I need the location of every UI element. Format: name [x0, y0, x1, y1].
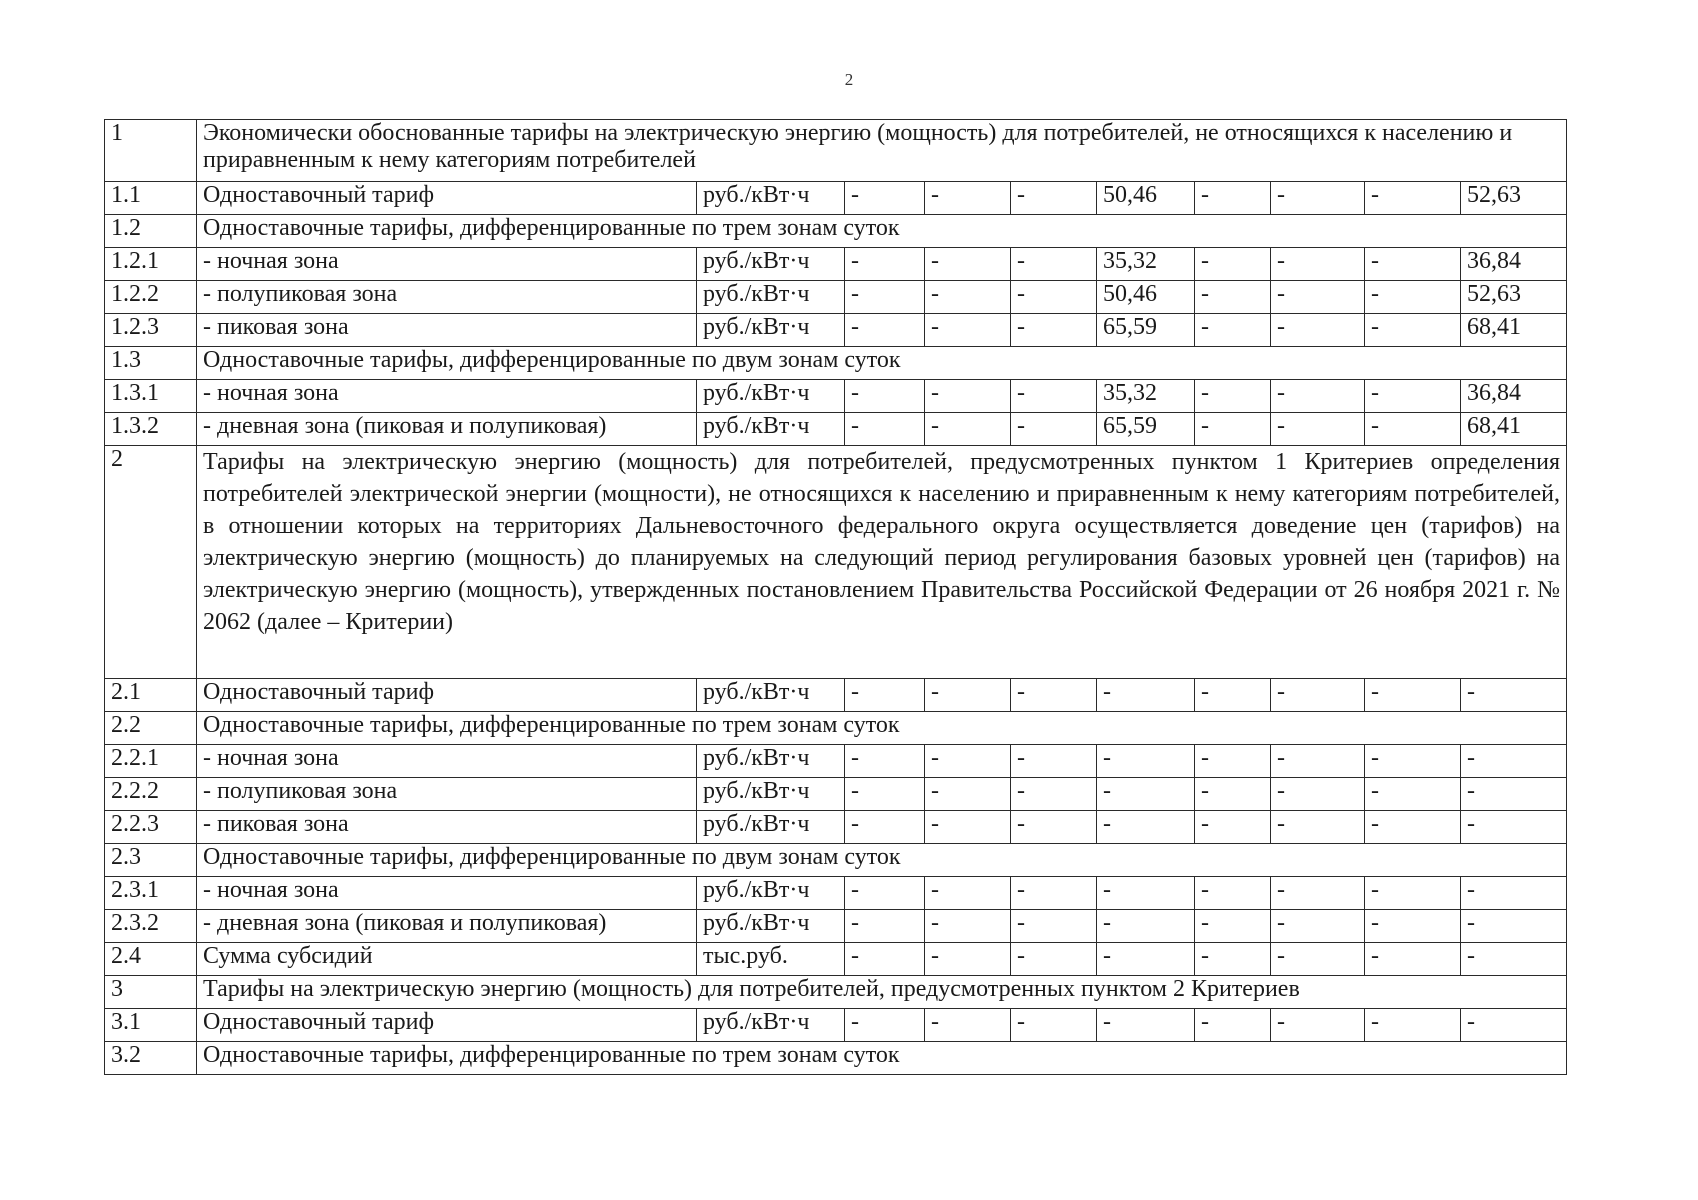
value-cell: - [1097, 811, 1195, 844]
value-cell: - [1365, 811, 1461, 844]
unit-cell: руб./кВт·ч [697, 281, 845, 314]
value-cell: - [845, 811, 925, 844]
section-heading: Одноставочные тарифы, дифференцированные по трем зонам суток [197, 215, 1567, 248]
value-cell: - [1011, 679, 1097, 712]
value-cell: - [845, 1009, 925, 1042]
value-cell: - [1011, 248, 1097, 281]
value-cell: - [845, 182, 925, 215]
value-cell: - [1195, 248, 1271, 281]
row-number: 1.3.2 [105, 413, 197, 446]
value-cell: - [1461, 745, 1567, 778]
value-cell: - [1271, 413, 1365, 446]
value-cell: 50,46 [1097, 182, 1195, 215]
value-cell: - [1097, 745, 1195, 778]
value-cell: - [925, 1009, 1011, 1042]
value-cell: - [845, 910, 925, 943]
value-cell: - [1011, 778, 1097, 811]
row-number: 2.2.1 [105, 745, 197, 778]
value-cell: - [925, 314, 1011, 347]
table-row [105, 811, 1567, 844]
value-cell: 68,41 [1461, 413, 1567, 446]
value-cell: - [1365, 281, 1461, 314]
table-row [105, 413, 1567, 446]
section-row [105, 844, 1567, 877]
value-cell: - [1365, 413, 1461, 446]
unit-cell: руб./кВт·ч [697, 877, 845, 910]
table-row [105, 248, 1567, 281]
value-cell: - [1097, 910, 1195, 943]
value-cell: - [1365, 1009, 1461, 1042]
unit-cell: руб./кВт·ч [697, 413, 845, 446]
tariff-name: Одноставочный тариф [197, 679, 697, 712]
section-heading: Одноставочные тарифы, дифференцированные по трем зонам суток [197, 712, 1567, 745]
row-number: 2.2.2 [105, 778, 197, 811]
table-row [105, 745, 1567, 778]
row-number: 2.2.3 [105, 811, 197, 844]
value-cell: - [1271, 182, 1365, 215]
section-row [105, 712, 1567, 745]
value-cell: - [1461, 943, 1567, 976]
value-cell: - [845, 943, 925, 976]
value-cell: - [1461, 778, 1567, 811]
value-cell: - [1365, 910, 1461, 943]
value-cell: - [845, 778, 925, 811]
value-cell: - [1365, 248, 1461, 281]
section-row [105, 120, 1567, 182]
row-number: 2 [105, 446, 197, 679]
value-cell: - [925, 910, 1011, 943]
page-number: 2 [844, 70, 854, 89]
tariff-name: - ночная зона [197, 248, 697, 281]
table-row [105, 943, 1567, 976]
unit-cell: руб./кВт·ч [697, 679, 845, 712]
value-cell: - [1097, 679, 1195, 712]
table-row [105, 910, 1567, 943]
row-number: 1.2.2 [105, 281, 197, 314]
value-cell: - [1365, 679, 1461, 712]
section-row [105, 215, 1567, 248]
value-cell: - [1011, 314, 1097, 347]
tariff-name: - полупиковая зона [197, 778, 697, 811]
value-cell: 52,63 [1461, 182, 1567, 215]
value-cell: - [925, 778, 1011, 811]
value-cell: - [1271, 248, 1365, 281]
value-cell: - [1365, 745, 1461, 778]
value-cell: - [1271, 314, 1365, 347]
unit-cell: руб./кВт·ч [697, 1009, 845, 1042]
value-cell: 52,63 [1461, 281, 1567, 314]
row-number: 3.2 [105, 1042, 197, 1075]
table-row [105, 1009, 1567, 1042]
section-row [105, 1042, 1567, 1075]
value-cell: - [845, 248, 925, 281]
section-heading: Экономически обоснованные тарифы на электрическую энергию (мощность) для потребителей, не относящихся к населению и приравненным к нему категориям потребителей [197, 120, 1567, 182]
value-cell: - [1011, 910, 1097, 943]
row-number: 2.3 [105, 844, 197, 877]
value-cell: - [1011, 413, 1097, 446]
value-cell: 50,46 [1097, 281, 1195, 314]
value-cell: - [1011, 943, 1097, 976]
row-number: 1.2 [105, 215, 197, 248]
value-cell: - [1271, 778, 1365, 811]
row-number: 2.3.2 [105, 910, 197, 943]
value-cell: - [845, 745, 925, 778]
value-cell: - [1365, 314, 1461, 347]
section-heading: Одноставочные тарифы, дифференцированные по трем зонам суток [197, 1042, 1567, 1075]
value-cell: - [1195, 679, 1271, 712]
value-cell: - [1271, 877, 1365, 910]
value-cell: - [845, 380, 925, 413]
unit-cell: руб./кВт·ч [697, 248, 845, 281]
value-cell: - [1011, 1009, 1097, 1042]
value-cell: - [1195, 413, 1271, 446]
value-cell: - [1011, 745, 1097, 778]
row-number: 2.3.1 [105, 877, 197, 910]
tariff-name: Одноставочный тариф [197, 1009, 697, 1042]
unit-cell: руб./кВт·ч [697, 745, 845, 778]
tariff-name: - ночная зона [197, 877, 697, 910]
tariff-name: - ночная зона [197, 745, 697, 778]
value-cell: - [1461, 1009, 1567, 1042]
value-cell: - [925, 281, 1011, 314]
tariff-name: - пиковая зона [197, 314, 697, 347]
value-cell: - [1195, 1009, 1271, 1042]
value-cell: - [845, 679, 925, 712]
value-cell: - [1271, 380, 1365, 413]
value-cell: - [1097, 778, 1195, 811]
value-cell: - [1271, 281, 1365, 314]
section-row [105, 976, 1567, 1009]
value-cell: - [1011, 811, 1097, 844]
value-cell: - [925, 413, 1011, 446]
value-cell: - [1461, 910, 1567, 943]
table-row [105, 281, 1567, 314]
section-heading: Одноставочные тарифы, дифференцированные по двум зонам суток [197, 844, 1567, 877]
unit-cell: руб./кВт·ч [697, 778, 845, 811]
section-heading: Одноставочные тарифы, дифференцированные по двум зонам суток [197, 347, 1567, 380]
tariff-name: - полупиковая зона [197, 281, 697, 314]
value-cell: - [1365, 182, 1461, 215]
row-number: 3 [105, 976, 197, 1009]
value-cell: - [1461, 679, 1567, 712]
row-number: 1.2.1 [105, 248, 197, 281]
tariff-table-body [105, 120, 1567, 1075]
value-cell: - [1365, 877, 1461, 910]
section-heading: Тарифы на электрическую энергию (мощность) для потребителей, предусмотренных пунктом 2 Критериев [197, 976, 1567, 1009]
tariff-name: Сумма субсидий [197, 943, 697, 976]
unit-cell: руб./кВт·ч [697, 910, 845, 943]
tariff-name: - дневная зона (пиковая и полупиковая) [197, 413, 697, 446]
value-cell: - [1271, 811, 1365, 844]
section-row [105, 446, 1567, 679]
value-cell: 68,41 [1461, 314, 1567, 347]
value-cell: - [1195, 745, 1271, 778]
value-cell: - [1097, 877, 1195, 910]
row-number: 1 [105, 120, 197, 182]
value-cell: - [1195, 811, 1271, 844]
value-cell: - [1195, 314, 1271, 347]
row-number: 2.2 [105, 712, 197, 745]
value-cell: - [1097, 943, 1195, 976]
value-cell: - [845, 281, 925, 314]
value-cell: - [925, 679, 1011, 712]
row-number: 1.3 [105, 347, 197, 380]
value-cell: - [1195, 281, 1271, 314]
value-cell: - [925, 877, 1011, 910]
tariff-name: - дневная зона (пиковая и полупиковая) [197, 910, 697, 943]
value-cell: - [1271, 1009, 1365, 1042]
value-cell: - [1271, 943, 1365, 976]
value-cell: - [1461, 877, 1567, 910]
value-cell: - [925, 248, 1011, 281]
value-cell: - [1011, 281, 1097, 314]
value-cell: - [1195, 877, 1271, 910]
value-cell: - [1461, 811, 1567, 844]
value-cell: 65,59 [1097, 314, 1195, 347]
row-number: 2.1 [105, 679, 197, 712]
value-cell: - [845, 314, 925, 347]
value-cell: 35,32 [1097, 380, 1195, 413]
value-cell: - [1195, 380, 1271, 413]
value-cell: - [1195, 910, 1271, 943]
value-cell: - [925, 811, 1011, 844]
value-cell: 65,59 [1097, 413, 1195, 446]
value-cell: - [1365, 380, 1461, 413]
unit-cell: руб./кВт·ч [697, 811, 845, 844]
value-cell: - [1271, 745, 1365, 778]
value-cell: - [1271, 679, 1365, 712]
table-row [105, 877, 1567, 910]
value-cell: - [1097, 1009, 1195, 1042]
tariff-name: - пиковая зона [197, 811, 697, 844]
value-cell: - [1195, 943, 1271, 976]
unit-cell: руб./кВт·ч [697, 380, 845, 413]
table-row [105, 679, 1567, 712]
tariff-table [104, 119, 1567, 1075]
row-number: 1.2.3 [105, 314, 197, 347]
value-cell: - [925, 182, 1011, 215]
value-cell: - [1011, 182, 1097, 215]
row-number: 1.1 [105, 182, 197, 215]
table-row [105, 380, 1567, 413]
value-cell: - [1011, 877, 1097, 910]
value-cell: - [845, 413, 925, 446]
unit-cell: тыс.руб. [697, 943, 845, 976]
row-number: 3.1 [105, 1009, 197, 1042]
table-row [105, 778, 1567, 811]
value-cell: - [1365, 778, 1461, 811]
value-cell: - [1011, 380, 1097, 413]
value-cell: - [1195, 182, 1271, 215]
value-cell: - [925, 745, 1011, 778]
value-cell: 36,84 [1461, 380, 1567, 413]
section-heading: Тарифы на электрическую энергию (мощность) для потребителей, предусмотренных пунктом 1 Критериев определения потребителей электрической энергии (мощности), не относящихся к населению и приравненным к нему категориям потребителей, в отношении которых на территориях Дальневосточного федерального округа осуществляется доведение цен (тарифов) на электрическую энергию (мощность) до планируемых на следующий период регулирования базовых уровней цен (тарифов) на электрическую энергию (мощность), утвержденных постановлением Правительства Российской Федерации от 26 ноября 2021 г. № 2062 (далее – Критерии) [197, 446, 1567, 679]
value-cell: - [1271, 910, 1365, 943]
table-row [105, 182, 1567, 215]
value-cell: - [1365, 943, 1461, 976]
value-cell: - [1195, 778, 1271, 811]
value-cell: 36,84 [1461, 248, 1567, 281]
value-cell: - [925, 380, 1011, 413]
table-row [105, 314, 1567, 347]
unit-cell: руб./кВт·ч [697, 182, 845, 215]
value-cell: 35,32 [1097, 248, 1195, 281]
row-number: 2.4 [105, 943, 197, 976]
tariff-name: - ночная зона [197, 380, 697, 413]
unit-cell: руб./кВт·ч [697, 314, 845, 347]
row-number: 1.3.1 [105, 380, 197, 413]
value-cell: - [845, 877, 925, 910]
value-cell: - [925, 943, 1011, 976]
section-row [105, 347, 1567, 380]
tariff-name: Одноставочный тариф [197, 182, 697, 215]
